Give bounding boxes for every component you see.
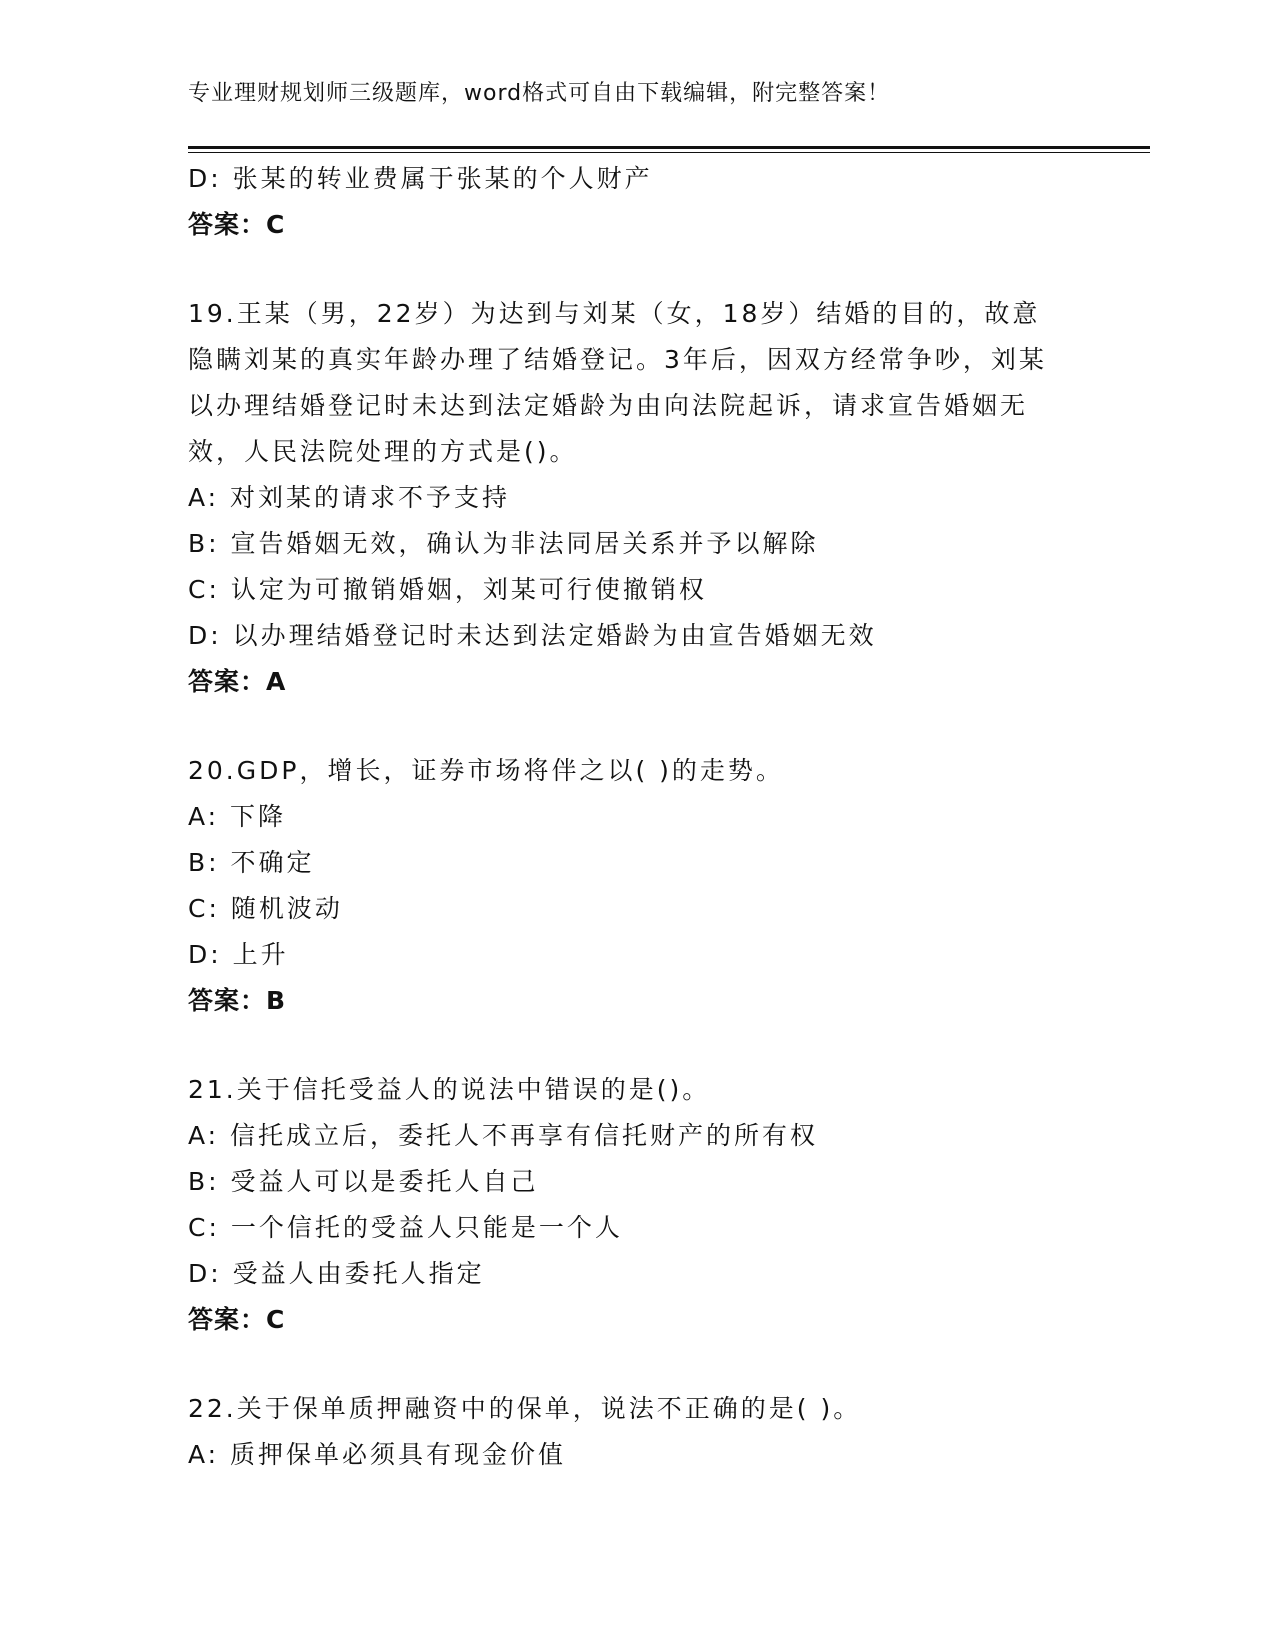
- question-21-option-c: C: 一个信托的受益人只能是一个人: [188, 1213, 623, 1242]
- question-20-option-b: B: 不确定: [188, 848, 315, 877]
- question-18-answer: 答案：C: [188, 210, 286, 239]
- question-19-answer: 答案：A: [188, 667, 287, 696]
- question-19-text-line-4: 效，人民法院处理的方式是()。: [188, 437, 578, 466]
- question-21-answer: 答案：C: [188, 1305, 286, 1334]
- question-19-option-a: A: 对刘某的请求不予支持: [188, 483, 511, 512]
- page-header: 专业理财规划师三级题库，word格式可自由下载编辑，附完整答案！: [188, 81, 891, 106]
- question-19-text-line-1: 19.王某（男，22岁）为达到与刘某（女，18岁）结婚的目的，故意: [188, 299, 1041, 328]
- question-18-option-d: D: 张某的转业费属于张某的个人财产: [188, 164, 653, 193]
- question-21-option-d: D: 受益人由委托人指定: [188, 1259, 485, 1288]
- question-21-option-a: A: 信托成立后，委托人不再享有信托财产的所有权: [188, 1121, 819, 1150]
- question-20-option-d: D: 上升: [188, 940, 289, 969]
- question-20-text: 20.GDP，增长，证券市场将伴之以( )的走势。: [188, 756, 784, 785]
- question-19-text-line-3: 以办理结婚登记时未达到法定婚龄为由向法院起诉，请求宣告婚姻无: [188, 391, 1029, 420]
- question-19-option-c: C: 认定为可撤销婚姻，刘某可行使撤销权: [188, 575, 707, 604]
- question-19-text-line-2: 隐瞒刘某的真实年龄办理了结婚登记。3年后，因双方经常争吵，刘某: [188, 345, 1047, 374]
- question-22-option-a: A: 质押保单必须具有现金价值: [188, 1440, 567, 1469]
- question-20-answer: 答案：B: [188, 986, 287, 1015]
- question-22-text: 22.关于保单质押融资中的保单，说法不正确的是( )。: [188, 1394, 862, 1423]
- question-19-option-b: B: 宣告婚姻无效，确认为非法同居关系并予以解除: [188, 529, 819, 558]
- question-21-text: 21.关于信托受益人的说法中错误的是()。: [188, 1075, 711, 1104]
- question-19-option-d: D: 以办理结婚登记时未达到法定婚龄为由宣告婚姻无效: [188, 621, 877, 650]
- header-rule-thin: [188, 152, 1150, 153]
- header-rule-thick: [188, 146, 1150, 149]
- question-21-option-b: B: 受益人可以是委托人自己: [188, 1167, 539, 1196]
- question-20-option-c: C: 随机波动: [188, 894, 343, 923]
- question-20-option-a: A: 下降: [188, 802, 287, 831]
